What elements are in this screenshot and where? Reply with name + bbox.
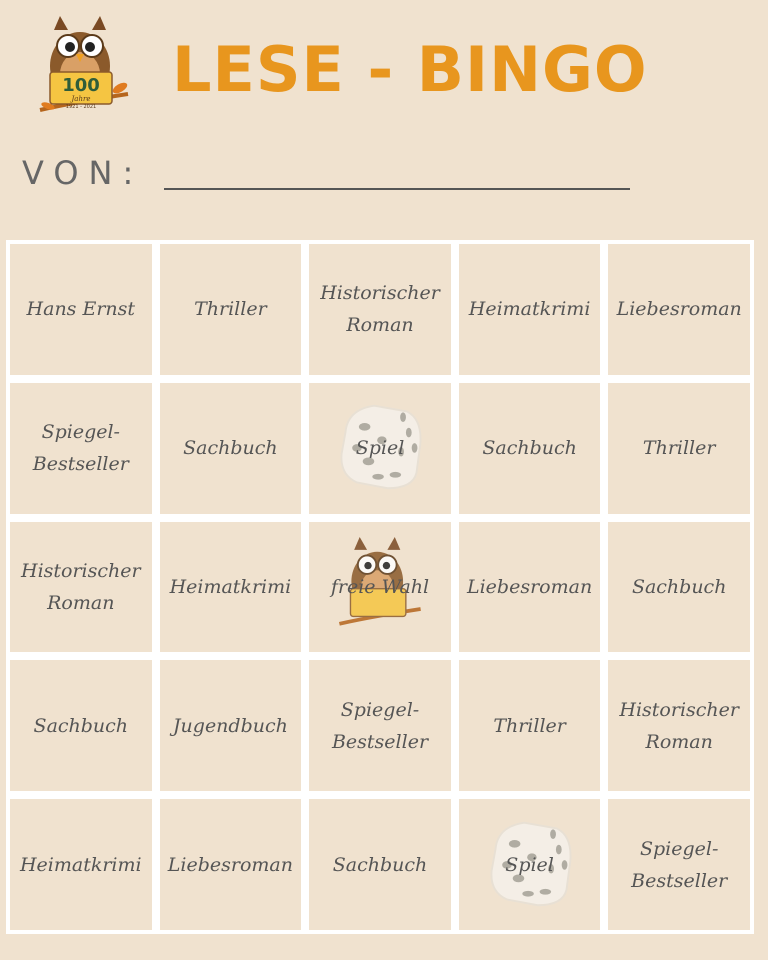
bingo-cell-label: Sachbuch [482,437,577,460]
bingo-board [6,240,754,934]
bingo-cell-label: Heimatkrimi [19,853,142,876]
bingo-cell[interactable] [608,799,750,930]
bingo-cell[interactable] [459,522,601,653]
svg-text:1921 - 2021: 1921 - 2021 [65,104,97,110]
bingo-cell[interactable] [160,799,302,930]
bingo-cell[interactable] [10,244,152,375]
bingo-cell-label: Sachbuch [332,853,428,876]
bingo-cell[interactable] [309,383,451,514]
bingo-cell[interactable] [309,522,451,653]
bingo-cell-label: Historischer Roman [320,282,440,337]
bingo-cell-label: Heimatkrimi [468,298,591,321]
bingo-cell[interactable] [10,660,152,791]
bingo-cell-label: Sachbuch [631,575,727,598]
bingo-cell-label: Spiel [505,853,554,876]
svg-text:Jahre: Jahre [71,95,91,103]
bingo-cell-label: Hans Ernst [26,298,136,321]
bingo-cell-label: Thriller [642,437,716,460]
bingo-cell-label: Spiel [355,437,405,460]
bingo-cell-label: Spiegel- Bestseller [331,698,429,753]
bingo-cell[interactable] [309,660,451,791]
bingo-cell[interactable] [309,799,451,930]
bingo-cell-label: Spiegel- Bestseller [32,421,129,476]
bingo-cell[interactable] [160,660,302,791]
bingo-cell-label: Thriller [194,298,267,321]
bingo-cell-label: freie Wahl [330,575,430,598]
bingo-cell-label: Sachbuch [183,437,278,460]
bingo-cell[interactable] [608,244,750,375]
bingo-cell[interactable] [608,660,750,791]
bingo-cell-label: Liebesroman [616,298,742,321]
bingo-cell-label: Historischer Roman [21,559,141,614]
bingo-cell[interactable] [309,244,451,375]
bingo-cell[interactable] [160,244,302,375]
bingo-cell-label: Heimatkrimi [169,575,292,598]
bingo-cell-label: Historischer Roman [619,698,739,753]
von-label: VON: [22,154,144,192]
page-title: LESE - BINGO [172,33,648,106]
bingo-cell[interactable] [160,383,302,514]
bingo-cell[interactable] [10,799,152,930]
bingo-cell[interactable] [10,522,152,653]
bingo-cell[interactable] [160,522,302,653]
bingo-cell[interactable] [459,799,601,930]
name-write-line[interactable] [164,188,630,190]
bingo-cell-label: Thriller [493,714,566,737]
owl-logo-icon [36,16,132,120]
svg-text:100: 100 [62,75,100,96]
bingo-cell[interactable] [459,244,601,375]
bingo-cell-label: Jugendbuch [172,714,288,737]
bingo-cell-label: Liebesroman [167,853,293,876]
bingo-cell[interactable] [459,383,601,514]
bingo-cell[interactable] [608,522,750,653]
bingo-cell[interactable] [10,383,152,514]
bingo-cell-label: Liebesroman [466,575,593,598]
bingo-cell-label: Sachbuch [33,714,129,737]
bingo-cell[interactable] [459,660,601,791]
bingo-cell-label: Spiegel- Bestseller [631,837,728,892]
bingo-cell[interactable] [608,383,750,514]
